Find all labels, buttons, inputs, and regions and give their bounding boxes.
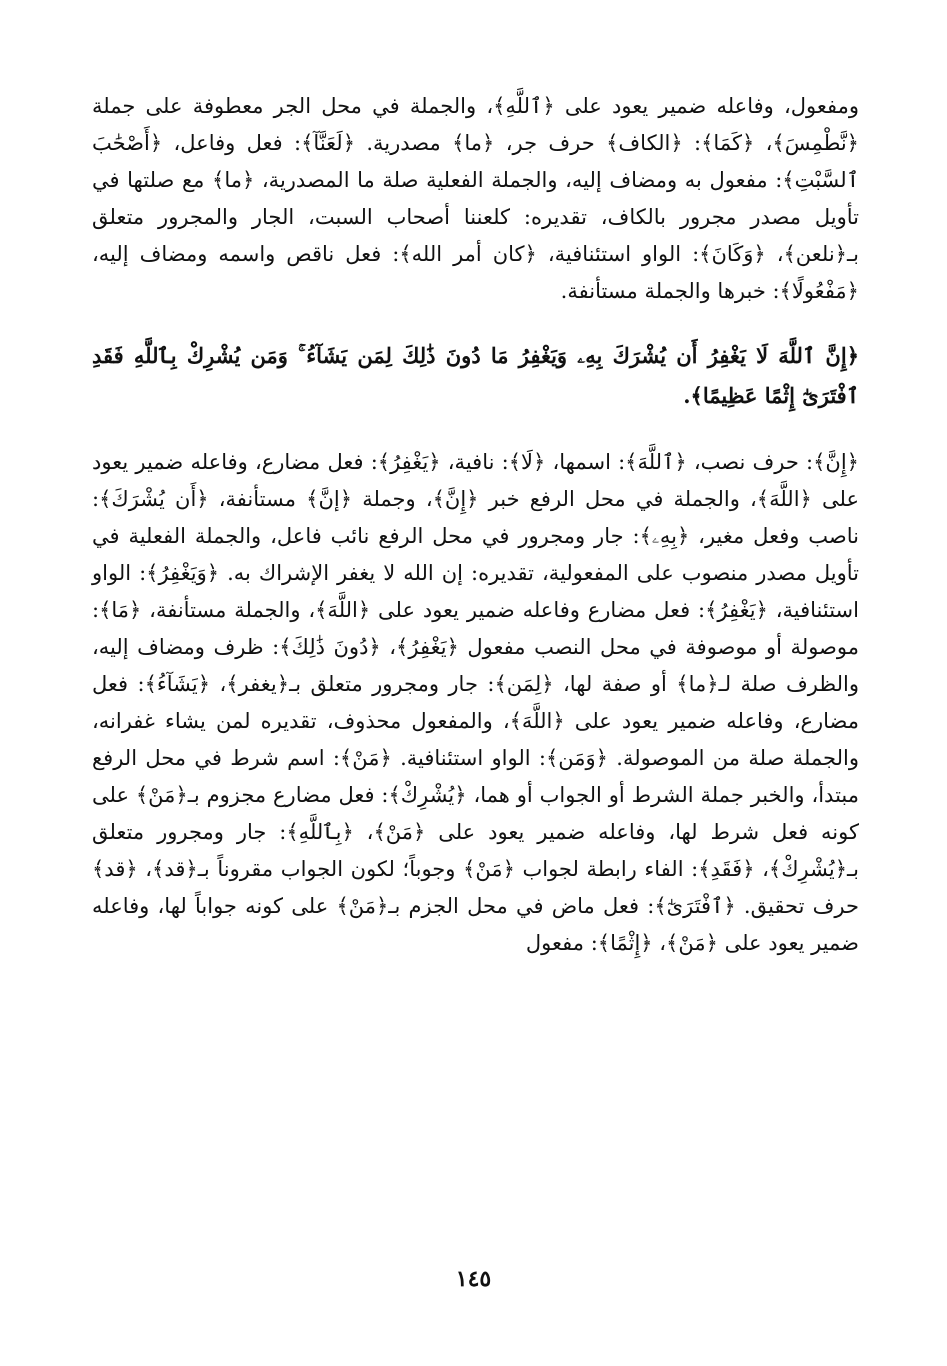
quran-verse: ﴿إِنَّ ٱللَّهَ لَا يَغْفِرُ أَن يُشْرَكَ بِهِۦ وَيَغْفِرُ مَا دُونَ ذَٰلِكَ لِمَن يَشَآءُ ۚ وَمَن يُشْرِكْ بِٱللَّهِ فَقَدِ ٱفْتَرَىٰٓ إِثْمًا عَظِيمًا﴾. (92, 343, 859, 408)
paragraph-1: ومفعول، وفاعله ضمير يعود على ﴿ٱللَّهِ﴾، والجملة في محل الجر معطوفة على جملة ﴿نَّطْمِسَ﴾، ﴿كَمَا﴾: ﴿الكاف﴾ حرف جر، ﴿ما﴾ مصدرية. ﴿لَعَنَّآ﴾: فعل وفاعل، ﴿أَصْحَٰبَ ٱلسَّبْتِ﴾: مفعول به ومضاف إليه، والجملة الفعلية صلة ما المصدرية، ﴿ما﴾ مع صلتها في تأويل مصدر مجرور بالكاف، تقديره: كلعننا أصحاب السبت، الجار والمجرور متعلق بـ﴿نلعن﴾، ﴿وَكَانَ﴾: الواو استئنافية، ﴿كان أمر الله﴾: فعل ناقص واسمه ومضاف إليه، ﴿مَفْعُولًا﴾: خبرها والجملة مستأنفة. (92, 94, 859, 303)
page-body (92, 88, 859, 962)
paragraph-2: ﴿إِنَّ﴾: حرف نصب، ﴿ٱللَّهَ﴾: اسمها، ﴿لَا﴾: نافية، ﴿يَغْفِرُ﴾: فعل مضارع، وفاعله ضمير يعود على ﴿اللَّهَ﴾، والجملة في محل الرفع خبر ﴿إِنَّ﴾، وجملة ﴿إنَّ﴾ مستأنفة، ﴿أَن يُشْرَكَ﴾: ناصب وفعل مغير، ﴿بِهِۦ﴾: جار ومجرور في محل الرفع نائب فاعل، والجملة الفعلية في تأويل مصدر منصوب على المفعولية، تقديره: إن الله لا يغفر الإشراك به. ﴿وَيَغْفِرُ﴾: الواو استئنافية، ﴿يَغْفِرُ﴾: فعل مضارع وفاعله ضمير يعود على ﴿اللَّهَ﴾، والجملة مستأنفة، ﴿مَا﴾: موصولة أو موصوفة في محل النصب مفعول ﴿يَغْفِرُ﴾، ﴿دُونَ ذَٰلِكَ﴾: ظرف ومضاف إليه، والظرف صلة لـ﴿ما﴾ أو صفة لها، ﴿لِمَن﴾: جار ومجرور متعلق بـ﴿يغفر﴾، ﴿يَشَآءُ﴾: فعل مضارع، وفاعله ضمير يعود على ﴿اللَّهَ﴾، والمفعول محذوف، تقديره لمن يشاء غفرانه، والجملة صلة من الموصولة. ﴿وَمَن﴾: الواو استئنافية. ﴿مَنْ﴾: اسم شرط في محل الرفع مبتدأ، والخبر جملة الشرط أو الجواب أو هما، ﴿يُشْرِكْ﴾: فعل مضارع مجزوم بـ﴿مَنْ﴾ على كونه فعل شرط لها، وفاعله ضمير يعود على ﴿مَنْ﴾، ﴿بِٱللَّهِ﴾: جار ومجرور متعلق بـ﴿يُشْرِكْ﴾، ﴿فَقَدِ﴾: الفاء رابطة لجواب ﴿مَنْ﴾ وجوباً؛ لكون الجواب مقروناً بـ﴿قد﴾، ﴿قد﴾ حرف تحقيق. ﴿ٱفْتَرَىٰٓ﴾: فعل ماض في محل الجزم بـ﴿مَنْ﴾ على كونه جواباً لها، وفاعله ضمير يعود على ﴿مَنْ﴾، ﴿إِثْمًا﴾: مفعول (92, 450, 860, 955)
page-number: ١٤٥ (455, 1266, 492, 1292)
